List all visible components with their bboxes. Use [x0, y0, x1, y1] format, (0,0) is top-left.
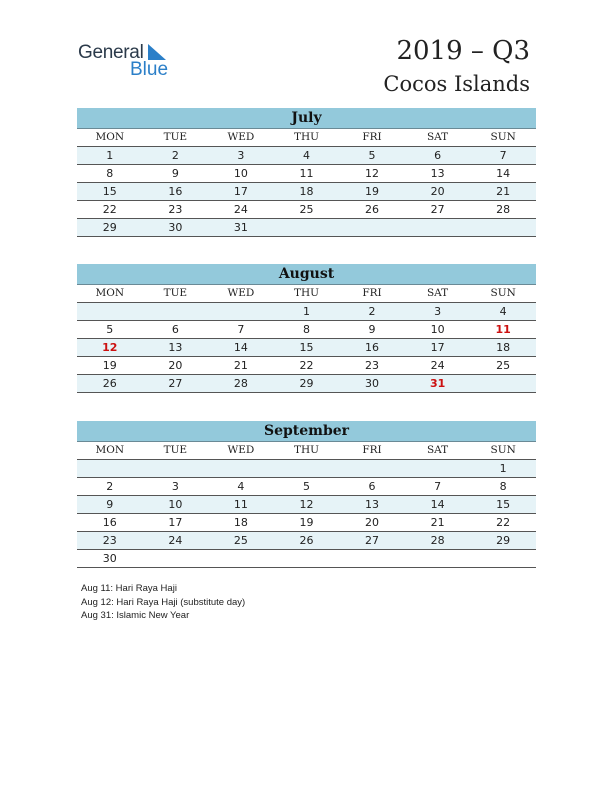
- weekday-label: FRI: [362, 131, 382, 143]
- weekday-label: SAT: [426, 287, 449, 299]
- day-cell: 2: [106, 480, 114, 493]
- week-row: [77, 375, 536, 393]
- weekday-label: SAT: [426, 131, 449, 143]
- week-row: [77, 321, 536, 339]
- holiday-note: Aug 11: Hari Raya Haji: [81, 583, 177, 594]
- day-cell: 9: [106, 498, 114, 511]
- week-row: [77, 532, 536, 550]
- day-cell: 31: [233, 221, 248, 234]
- weekday-label: WED: [227, 444, 255, 456]
- day-cell: 8: [106, 167, 114, 180]
- day-cell: 29: [299, 377, 314, 390]
- day-cell: 25: [496, 359, 511, 372]
- day-cell: 26: [365, 203, 380, 216]
- day-cell: 26: [299, 534, 314, 547]
- day-cell: 12: [102, 341, 118, 354]
- day-cell: 20: [168, 359, 183, 372]
- day-cell: 10: [168, 498, 183, 511]
- weekday-label: SUN: [490, 444, 516, 456]
- week-row: [77, 165, 536, 183]
- day-cell: 13: [365, 498, 380, 511]
- day-cell: 16: [102, 516, 117, 529]
- day-cell: 5: [106, 323, 114, 336]
- day-cell: 12: [365, 167, 380, 180]
- day-cell: 26: [102, 377, 117, 390]
- day-cell: 8: [302, 323, 310, 336]
- day-cell: 24: [168, 534, 183, 547]
- empty-day-cell: [405, 460, 471, 477]
- day-cell: 24: [233, 203, 248, 216]
- day-cell: 10: [233, 167, 248, 180]
- weekday-label: MON: [95, 444, 125, 456]
- day-cell: 2: [368, 305, 376, 318]
- month-august: [77, 264, 536, 393]
- day-cell: 3: [434, 305, 442, 318]
- day-cell: 17: [233, 185, 248, 198]
- day-cell: 12: [299, 498, 314, 511]
- day-cell: 3: [237, 149, 245, 162]
- day-cell: 30: [168, 221, 183, 234]
- day-cell: 19: [365, 185, 380, 198]
- day-cell: 7: [499, 149, 507, 162]
- day-cell: 7: [237, 323, 245, 336]
- day-cell: 20: [430, 185, 445, 198]
- weekday-label: WED: [227, 131, 255, 143]
- day-cell: 7: [434, 480, 442, 493]
- weekday-label: TUE: [163, 131, 188, 143]
- day-cell: 24: [430, 359, 445, 372]
- day-cell: 23: [102, 534, 117, 547]
- empty-day-cell: [470, 219, 536, 236]
- day-cell: 21: [496, 185, 511, 198]
- logo-triangle-icon: [148, 44, 166, 60]
- weekday-label: MON: [95, 287, 125, 299]
- empty-day-cell: [143, 550, 209, 567]
- day-cell: 13: [430, 167, 445, 180]
- week-row: [77, 478, 536, 496]
- empty-day-cell: [208, 550, 274, 567]
- day-cell: 11: [299, 167, 314, 180]
- weekday-label: THU: [293, 444, 319, 456]
- day-cell: 11: [233, 498, 248, 511]
- weekday-label: TUE: [163, 287, 188, 299]
- day-cell: 28: [496, 203, 511, 216]
- empty-day-cell: [339, 460, 405, 477]
- day-cell: 1: [302, 305, 310, 318]
- empty-day-cell: [77, 460, 143, 477]
- empty-day-cell: [470, 550, 536, 567]
- weekday-header-row: [77, 129, 536, 147]
- country-name: Cocos Islands: [383, 72, 530, 96]
- week-row: [77, 201, 536, 219]
- day-cell: 21: [430, 516, 445, 529]
- day-cell: 18: [299, 185, 314, 198]
- day-cell: 14: [430, 498, 445, 511]
- day-cell: 18: [496, 341, 511, 354]
- week-row: [77, 339, 536, 357]
- day-cell: 11: [495, 323, 511, 336]
- empty-day-cell: [77, 303, 143, 320]
- empty-day-cell: [143, 460, 209, 477]
- week-row: [77, 514, 536, 532]
- day-cell: 6: [434, 149, 442, 162]
- day-cell: 6: [171, 323, 179, 336]
- day-cell: 4: [499, 305, 507, 318]
- month-july: [77, 108, 536, 237]
- day-cell: 6: [368, 480, 376, 493]
- day-cell: 22: [299, 359, 314, 372]
- weekday-label: THU: [293, 287, 319, 299]
- day-cell: 22: [102, 203, 117, 216]
- empty-day-cell: [143, 303, 209, 320]
- day-cell: 3: [171, 480, 179, 493]
- day-cell: 30: [102, 552, 117, 565]
- logo-general-text: General: [78, 42, 144, 63]
- week-row: [77, 550, 536, 568]
- weekday-label: TUE: [163, 444, 188, 456]
- month-title: July: [77, 108, 536, 129]
- day-cell: 28: [430, 534, 445, 547]
- day-cell: 23: [168, 203, 183, 216]
- day-cell: 15: [299, 341, 314, 354]
- empty-day-cell: [274, 550, 340, 567]
- day-cell: 15: [102, 185, 117, 198]
- weekday-label: SAT: [426, 444, 449, 456]
- day-cell: 1: [499, 462, 507, 475]
- day-cell: 19: [102, 359, 117, 372]
- day-cell: 17: [168, 516, 183, 529]
- week-row: [77, 357, 536, 375]
- day-cell: 27: [365, 534, 380, 547]
- day-cell: 4: [237, 480, 245, 493]
- empty-day-cell: [274, 460, 340, 477]
- day-cell: 21: [233, 359, 248, 372]
- logo-blue-text: Blue: [130, 59, 169, 80]
- day-cell: 2: [171, 149, 179, 162]
- day-cell: 10: [430, 323, 445, 336]
- day-cell: 29: [102, 221, 117, 234]
- empty-day-cell: [339, 550, 405, 567]
- day-cell: 17: [430, 341, 445, 354]
- day-cell: 8: [499, 480, 507, 493]
- day-cell: 29: [496, 534, 511, 547]
- day-cell: 13: [168, 341, 183, 354]
- day-cell: 22: [496, 516, 511, 529]
- empty-day-cell: [208, 303, 274, 320]
- day-cell: 23: [365, 359, 380, 372]
- weekday-label: THU: [293, 131, 319, 143]
- weekday-header-row: [77, 285, 536, 303]
- day-cell: 4: [302, 149, 310, 162]
- day-cell: 31: [429, 377, 446, 390]
- day-cell: 16: [168, 185, 183, 198]
- day-cell: 18: [233, 516, 248, 529]
- empty-day-cell: [405, 550, 471, 567]
- weekday-label: MON: [95, 131, 125, 143]
- weekday-label: SUN: [490, 287, 516, 299]
- weekday-header-row: [77, 442, 536, 460]
- day-cell: 1: [106, 149, 114, 162]
- day-cell: 14: [496, 167, 511, 180]
- weekday-label: SUN: [490, 131, 516, 143]
- month-september: [77, 421, 536, 568]
- empty-day-cell: [339, 219, 405, 236]
- day-cell: 16: [365, 341, 380, 354]
- week-row: [77, 147, 536, 165]
- day-cell: 25: [233, 534, 248, 547]
- month-title: September: [77, 421, 536, 442]
- day-cell: 20: [365, 516, 380, 529]
- day-cell: 15: [496, 498, 511, 511]
- day-cell: 25: [299, 203, 314, 216]
- empty-day-cell: [470, 375, 536, 392]
- day-cell: 27: [168, 377, 183, 390]
- empty-day-cell: [405, 219, 471, 236]
- week-row: [77, 219, 536, 237]
- month-title: August: [77, 264, 536, 285]
- weekday-label: FRI: [362, 444, 382, 456]
- weekday-label: FRI: [362, 287, 382, 299]
- week-row: [77, 303, 536, 321]
- holiday-note: Aug 31: Islamic New Year: [81, 610, 190, 621]
- empty-day-cell: [274, 219, 340, 236]
- holiday-note: Aug 12: Hari Raya Haji (substitute day): [81, 596, 246, 608]
- page-title: 2019 – Q3: [396, 36, 530, 66]
- week-row: [77, 496, 536, 514]
- day-cell: 5: [302, 480, 310, 493]
- weekday-label: WED: [227, 287, 255, 299]
- week-row: [77, 460, 536, 478]
- day-cell: 5: [368, 149, 376, 162]
- day-cell: 30: [365, 377, 380, 390]
- day-cell: 19: [299, 516, 314, 529]
- week-row: [77, 183, 536, 201]
- day-cell: 14: [233, 341, 248, 354]
- day-cell: 27: [430, 203, 445, 216]
- day-cell: 9: [171, 167, 179, 180]
- day-cell: 9: [368, 323, 376, 336]
- empty-day-cell: [208, 460, 274, 477]
- day-cell: 28: [233, 377, 248, 390]
- holiday-notes: [81, 582, 245, 623]
